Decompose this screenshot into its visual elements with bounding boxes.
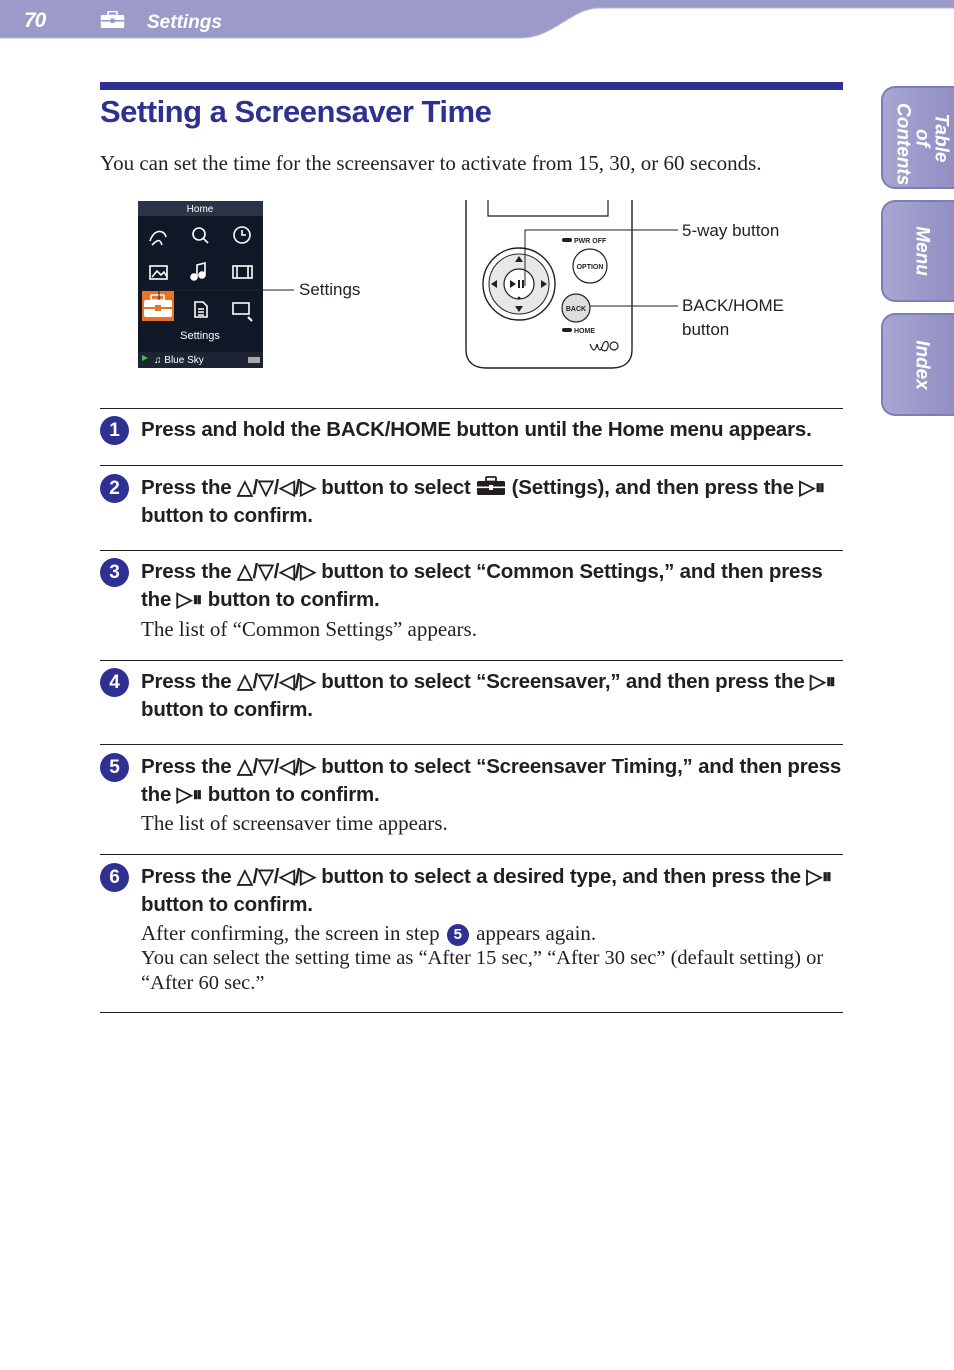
step-result: The list of “Common Settings” appears.: [141, 617, 477, 641]
step-instruction-part: (Settings), and then press the ▷⏸ button to confirm.: [141, 476, 825, 527]
toolbox-icon: [100, 11, 125, 29]
screen-selected-label: Settings: [180, 330, 220, 342]
step-result: [141, 920, 843, 946]
screen-now-playing: ♫ Blue Sky: [154, 355, 204, 366]
step-divider: [100, 1012, 843, 1013]
step-divider: [100, 465, 843, 466]
tab-label: Index: [911, 339, 933, 390]
step-instruction: Press the △/▽/◁/▷ button to select “Common Settings,” and then press the ▷⏸ button to confirm.: [141, 560, 823, 611]
title-rule: [100, 82, 843, 90]
step-divider: [100, 660, 843, 661]
step-number: 2: [100, 474, 129, 503]
step-instruction: Press the △/▽/◁/▷ button to select a desired type, and then press the ▷⏸ button to confirm.: [141, 865, 832, 916]
header-section-title: Settings: [147, 12, 222, 33]
step-reference-badge[interactable]: 5: [447, 924, 469, 946]
step-instruction: Press the △/▽/◁/▷ button to select “Screensaver,” and then press the ▷⏸ button to confirm.: [141, 670, 836, 721]
callout-back-home-button: [682, 294, 784, 342]
callout-back-home-line2: button: [682, 320, 730, 339]
tab-table-of-contents[interactable]: [881, 86, 954, 189]
settings-callout-line: [150, 280, 300, 310]
step-divider: [100, 854, 843, 855]
step-number: 6: [100, 863, 129, 892]
device-pwr-off-label: PWR OFF: [574, 238, 607, 245]
tab-label: Table of Contents: [892, 102, 952, 185]
tab-menu[interactable]: [881, 200, 954, 302]
step-number: 1: [100, 416, 129, 445]
step-divider: [100, 550, 843, 551]
page-title: Setting a Screensaver Time: [100, 94, 492, 129]
step-result: The list of screensaver time appears.: [141, 811, 448, 835]
device-option-label: OPTION: [576, 264, 604, 271]
step-result-part: After confirming, the screen in step: [141, 921, 445, 945]
step-instruction: [141, 474, 843, 530]
callout-back-home-line1: BACK/HOME: [682, 296, 785, 315]
battery-icon: [248, 357, 260, 363]
callout-settings: Settings: [299, 280, 361, 299]
step-number: 3: [100, 558, 129, 587]
step-number: 5: [100, 753, 129, 782]
screen-title: Home: [186, 204, 214, 215]
header-band: [0, 0, 954, 40]
settings-toolbox-icon: [476, 476, 506, 496]
callout-five-way-button: 5-way button: [682, 221, 780, 240]
step-note: You can select the setting time as “After 15 sec,” “After 30 sec” (default setting) or “After 60 sec.”: [141, 947, 824, 994]
page-number: 70: [24, 9, 46, 32]
step-number: 4: [100, 668, 129, 697]
device-home-label: HOME: [574, 328, 595, 335]
step-instruction: Press and hold the BACK/HOME button until the Home menu appears.: [141, 418, 812, 441]
step-instruction: Press the △/▽/◁/▷ button to select “Screensaver Timing,” and then press the ▷⏸ button to confirm.: [141, 755, 842, 806]
player-device-illustration: [440, 200, 700, 370]
intro-text: You can set the time for the screensaver to activate from 15, 30, or 60 seconds.: [100, 151, 762, 175]
step-instruction-part: Press the △/▽/◁/▷ button to select: [141, 476, 477, 499]
tab-label: Menu: [911, 226, 933, 276]
step-divider: [100, 408, 843, 409]
device-back-label: BACK: [565, 306, 587, 313]
step-divider: [100, 744, 843, 745]
step-result-part: appears again.: [470, 921, 597, 945]
tab-index[interactable]: [881, 313, 954, 416]
